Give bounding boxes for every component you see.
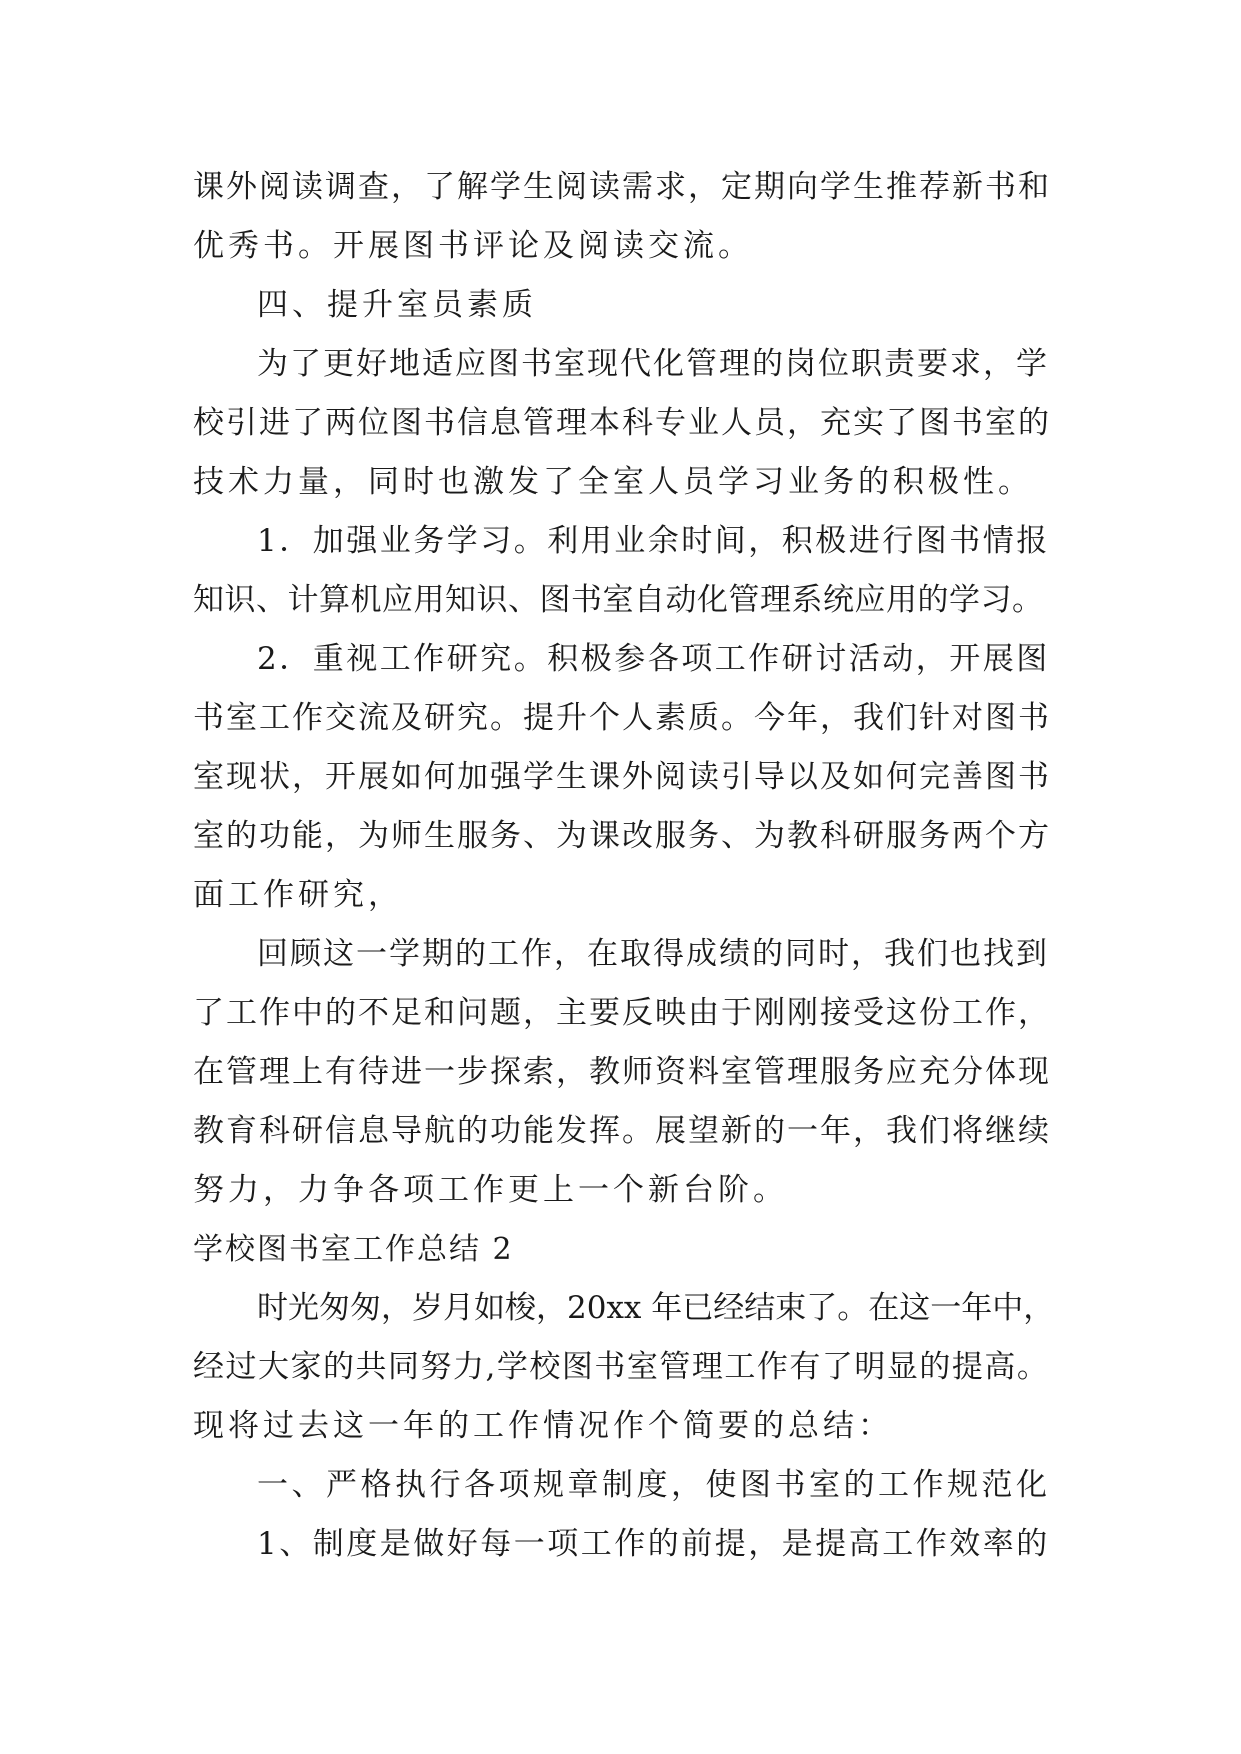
section-heading: 一、严格执行各项规章制度，使图书室的工作规范化 xyxy=(257,1467,1051,1503)
text-line: 1、制度是做好每一项工作的前提，是提高工作效率的 xyxy=(257,1526,1050,1562)
text-line: 课外阅读调查，了解学生阅读需求，定期向学生推荐新书和 xyxy=(193,169,1051,205)
text-line: 回顾这一学期的工作，在取得成绩的同时，我们也找到 xyxy=(257,936,1049,972)
text-line: 在管理上有待进一步探索，教师资料室管理服务应充分体现 xyxy=(193,1054,1051,1090)
text-line: 技术力量，同时也激发了全室人员学习业务的积极性。 xyxy=(193,464,1033,500)
text-line: 了工作中的不足和问题，主要反映由于刚刚接受这份工作， xyxy=(193,995,1051,1031)
text-line: 优秀书。开展图书评论及阅读交流。 xyxy=(193,228,753,264)
text-line: 面工作研究， xyxy=(193,877,403,913)
text-line: 知识、计算机应用知识、图书室自动化管理系统应用的学习。 xyxy=(193,582,1044,618)
document-title: 学校图书室工作总结 2 xyxy=(193,1232,514,1267)
text-line: 书室工作交流及研究。提升个人素质。今年，我们针对图书 xyxy=(193,700,1051,736)
text-line: 室的功能，为师生服务、为课改服务、为教科研服务两个方 xyxy=(193,818,1051,854)
text-line: 教育科研信息导航的功能发挥。展望新的一年，我们将继续 xyxy=(193,1113,1051,1149)
text-line: 时光匆匆，岁月如梭，20xx 年已经结束了。在这一年中， xyxy=(257,1290,1055,1326)
text-line: 为了更好地适应图书室现代化管理的岗位职责要求，学 xyxy=(257,346,1049,382)
text-line: 室现状，开展如何加强学生课外阅读引导以及如何完善图书 xyxy=(193,759,1051,795)
document-body xyxy=(193,158,1053,1574)
text-line: 现将过去这一年的工作情况作个简要的总结： xyxy=(193,1408,893,1444)
text-line: 经过大家的共同努力,学校图书室管理工作有了明显的提高。 xyxy=(193,1349,1050,1385)
text-line: 1．加强业务学习。利用业余时间，积极进行图书情报 xyxy=(257,523,1050,559)
text-line: 校引进了两位图书信息管理本科专业人员，充实了图书室的 xyxy=(193,405,1051,441)
text-line: 2．重视工作研究。积极参各项工作研讨活动，开展图 xyxy=(257,641,1050,677)
text-line: 努力，力争各项工作更上一个新台阶。 xyxy=(193,1172,788,1208)
section-heading: 四、提升室员素质 xyxy=(257,287,537,323)
